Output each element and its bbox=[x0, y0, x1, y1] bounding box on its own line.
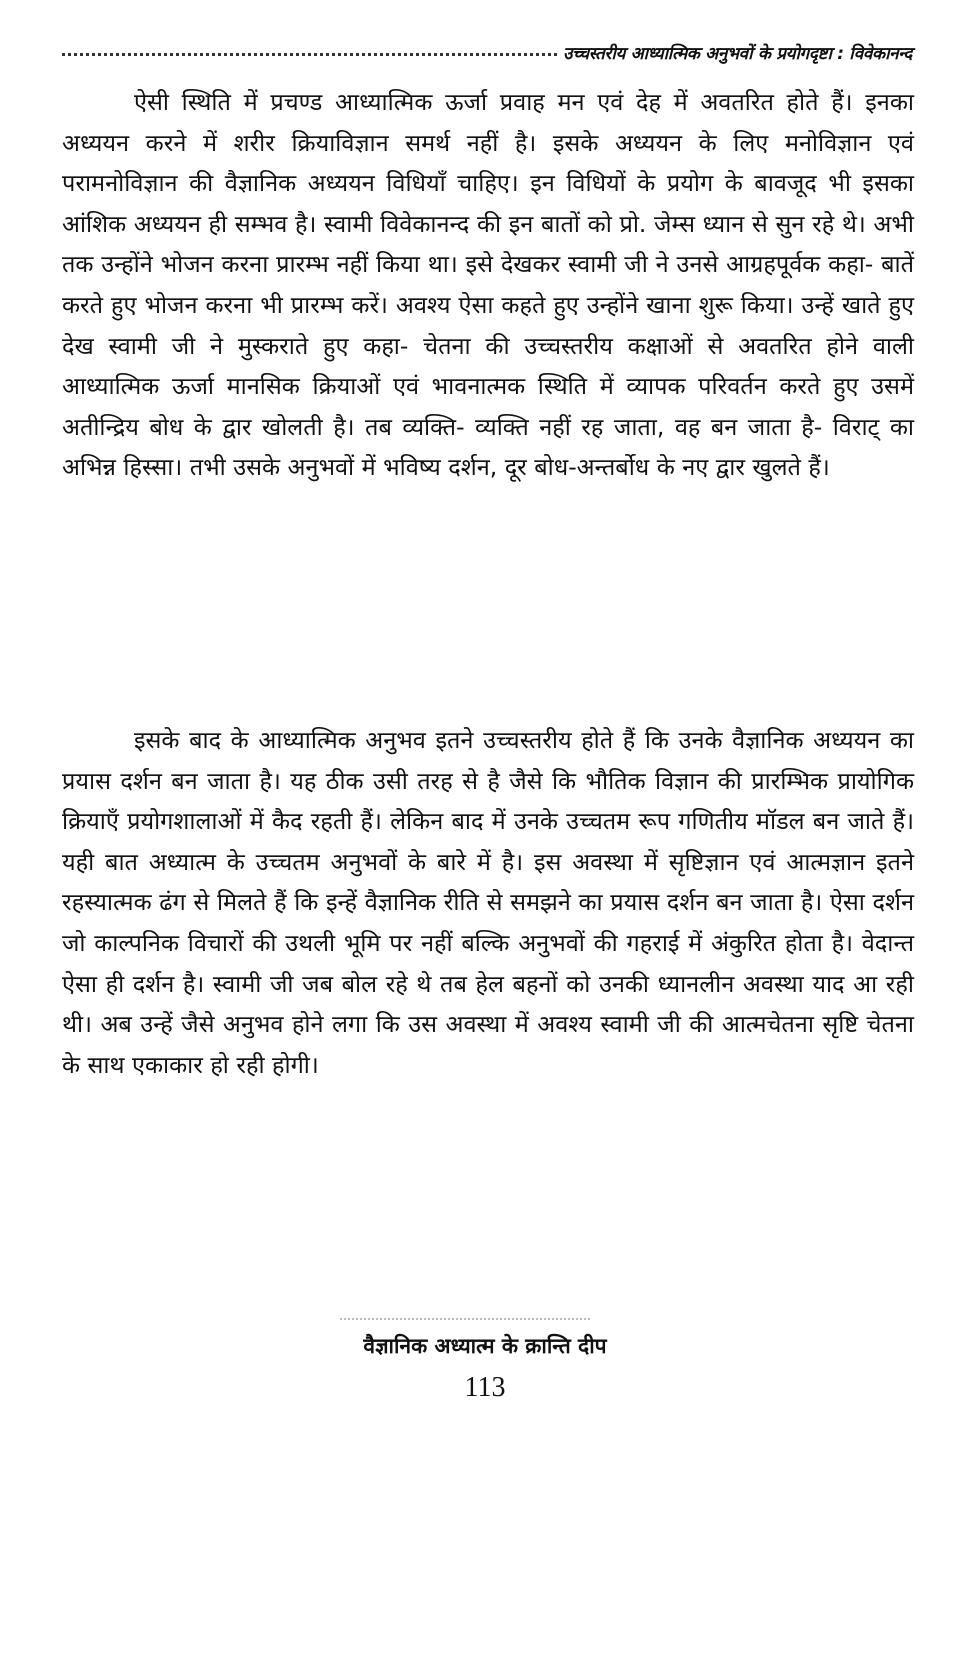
footer-book-title: वैज्ञानिक अध्यात्म के क्रान्ति दीप bbox=[363, 1334, 607, 1358]
header-dotted-leader bbox=[62, 53, 557, 56]
paragraph-1: ऐसी स्थिति में प्रचण्ड आध्यात्मिक ऊर्जा प्रवाह मन एवं देह में अवतरित होते हैं। इनका अध्ययन करने में शरीर क्रियाविज्ञान समर्थ नहीं है। इसके अध्ययन के लिए मनोविज्ञान एवं परामनोविज्ञान की वैज्ञानिक अध्ययन विधियाँ चाहिए। इन विधियों के प्रयोग के बावजूद भी इसका आंशिक अध्ययन ही सम्भव है। स्वामी विवेकानन्द की इन बातों को प्रो. जेम्स ध्यान से सुन रहे थे। अभी तक उन्होंने भोजन करना प्रारम्भ नहीं किया था। इसे देखकर स्वामी जी ने उनसे आग्रहपूर्वक कहा- बातें करते हुए भोजन करना भी प्रारम्भ करें। अवश्य ऐसा कहते हुए उन्होंने खाना शुरू किया। उन्हें खाते हुए देख स्वामी जी ने मुस्कराते हुए कहा- चेतना की उच्चस्तरीय कक्षाओं से अवतरित होने वाली आध्यात्मिक ऊर्जा मानसिक क्रियाओं एवं भावनात्मक स्थिति में व्यापक परिवर्तन करते हुए उसमें अतीन्द्रिय बोध के द्वार खोलती है। तब व्यक्ति- व्यक्ति नहीं रह जाता, वह बन जाता है- विराट् का अभिन्न हिस्सा। तभी उसके अनुभवों में भविष्य दर्शन, दूर बोध-अन्तर्बोध के नए द्वार खुलते हैं। bbox=[62, 88, 914, 482]
running-header bbox=[62, 38, 912, 66]
paragraph-2: इसके बाद के आध्यात्मिक अनुभव इतने उच्चस्तरीय होते हैं कि उनके वैज्ञानिक अध्ययन का प्रयास दर्शन बन जाता है। यह ठीक उसी तरह से है जैसे कि भौतिक विज्ञान की प्रारम्भिक प्रायोगिक क्रियाएँ प्रयोगशालाओं में कैद रहती हैं। लेकिन बाद में उनके उच्चतम रूप गणितीय मॉडल बन जाते हैं। यही बात अध्यात्म के उच्चतम अनुभवों के बारे में है। इस अवस्था में सृष्टिज्ञान एवं आत्मज्ञान इतने रहस्यात्मक ढंग से मिलते हैं कि इन्हें वैज्ञानिक रीति से समझने का प्रयास दर्शन बन जाता है। ऐसा दर्शन जो काल्पनिक विचारों की उथली भूमि पर नहीं बल्कि अनुभवों की गहराई में अंकुरित होता है। वेदान्त ऐसा ही दर्शन है। स्वामी जी जब बोल रहे थे तब हेल बहनों को उनकी ध्यानलीन अवस्था याद आ रही थी। अब उन्हें जैसे अनुभव होने लगा कि उस अवस्था में अवश्य स्वामी जी की आत्मचेतना सृष्टि चेतना के साथ एकाकार हो रही होगी। bbox=[62, 726, 914, 1079]
footer-dotted-rule bbox=[340, 1318, 590, 1320]
running-header-title: उच्चस्तरीय आध्यात्मिक अनुभवों के प्रयोगदृष्टा : विवेकानन्द bbox=[563, 43, 912, 64]
page-number: 113 bbox=[464, 1372, 506, 1403]
